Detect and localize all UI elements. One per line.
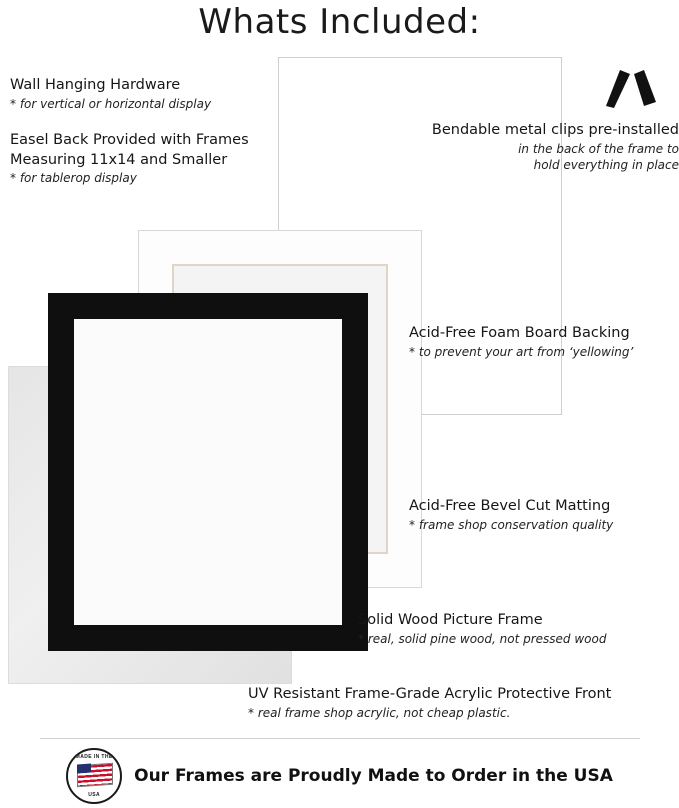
callout-subtext-line2: hold everything in place <box>533 157 679 172</box>
callout-heading: Acid-Free Foam Board Backing <box>409 325 630 341</box>
footer-text: Our Frames are Proudly Made to Order in the USA <box>134 766 613 786</box>
callout-heading: Bendable metal clips pre-installed <box>431 122 679 138</box>
usa-flag-canton <box>77 764 91 774</box>
callout-subtext: * real, solid pine wood, not pressed wood <box>358 631 607 646</box>
callout-heading-line1: Easel Back Provided with Frames <box>10 132 249 148</box>
callout-heading: UV Resistant Frame-Grade Acrylic Protective Front <box>248 686 612 702</box>
callout-solid-wood-frame <box>358 611 606 647</box>
callout-subtext: * frame shop conservation quality <box>409 517 614 532</box>
callout-subtext: * for tablerop display <box>10 171 137 186</box>
callout-heading: Acid-Free Bevel Cut Matting <box>409 498 611 514</box>
callout-wall-hanging-hardware <box>10 76 211 112</box>
callout-subtext: * for vertical or horizontal display <box>10 96 212 111</box>
footer-divider <box>40 738 640 739</box>
callout-heading-line2: Measuring 11x14 and Smaller <box>10 151 228 168</box>
page-title: Whats Included: <box>198 2 481 42</box>
wood-frame-graphic <box>48 293 368 651</box>
footer <box>0 748 679 804</box>
callout-subtext: * to prevent your art from ‘yellowing’ <box>409 344 634 359</box>
callout-metal-clips <box>399 121 679 173</box>
callout-heading: Solid Wood Picture Frame <box>358 612 543 628</box>
badge-top-text: MADE IN THE <box>75 754 113 760</box>
metal-clips-icon <box>600 68 660 110</box>
callout-foam-board-backing <box>409 324 633 360</box>
callout-acrylic-front <box>248 685 611 721</box>
made-in-usa-badge-icon <box>66 748 122 804</box>
callout-heading: Wall Hanging Hardware <box>10 77 181 93</box>
badge-bottom-text: USA <box>88 792 100 798</box>
callout-easel-back <box>10 131 249 186</box>
callout-subtext: * real frame shop acrylic, not cheap plastic. <box>248 705 511 720</box>
callout-subtext-line1: in the back of the frame to <box>518 141 679 156</box>
wood-frame-opening <box>74 319 342 625</box>
callout-bevel-cut-matting <box>409 497 613 533</box>
